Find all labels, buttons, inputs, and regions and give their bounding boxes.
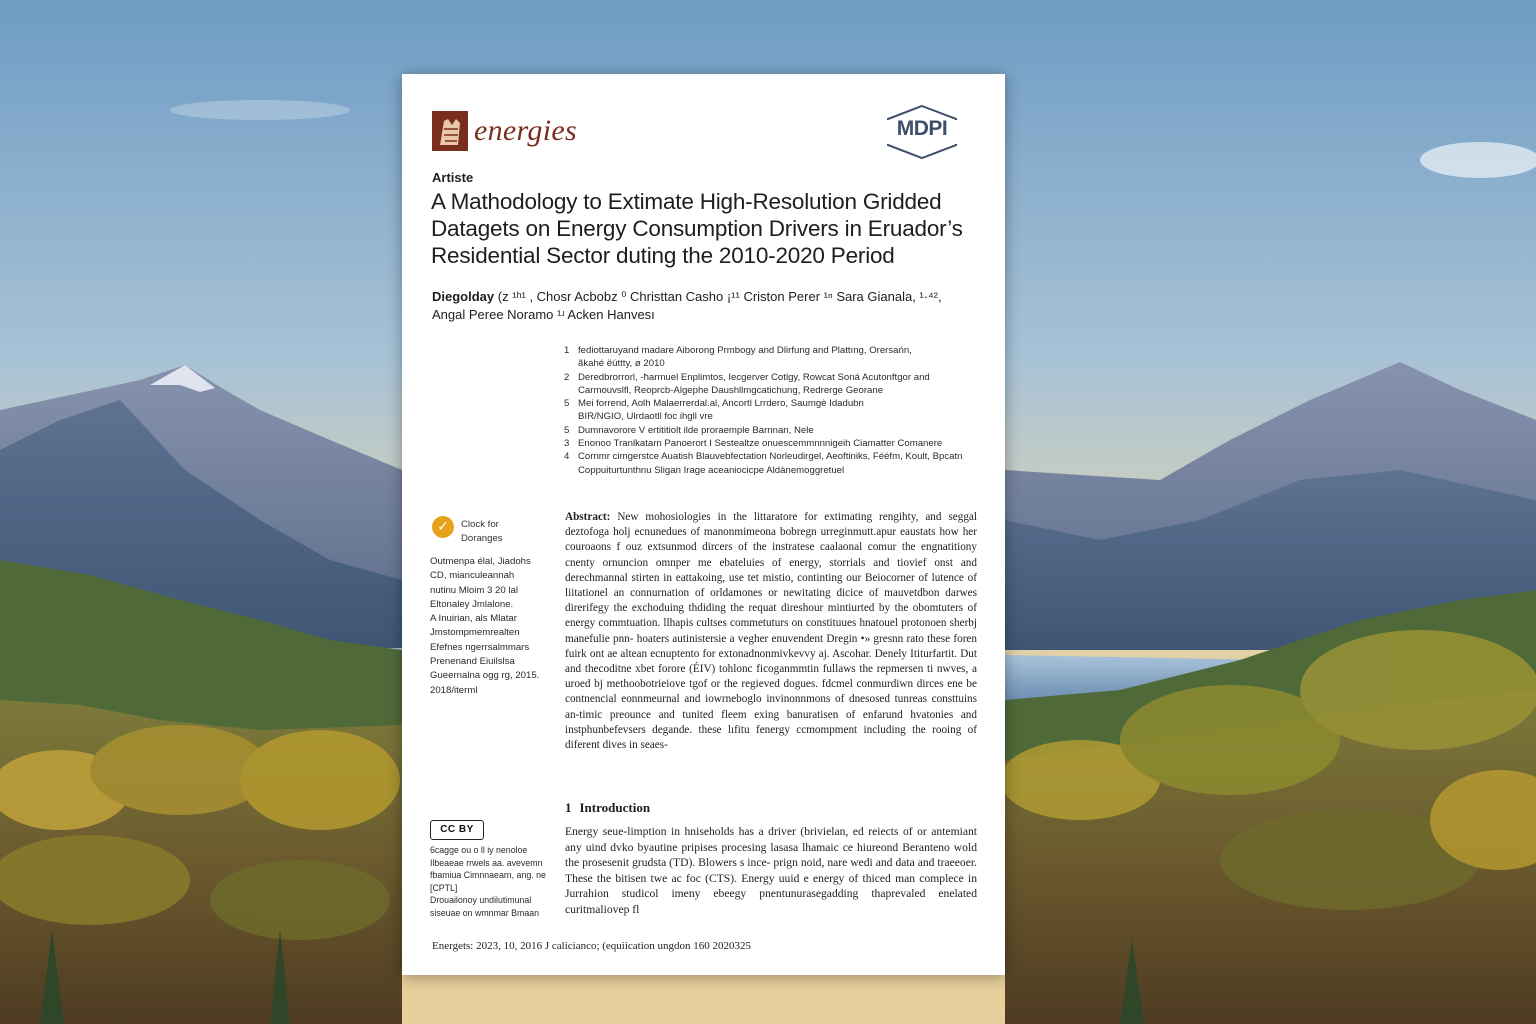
introduction-text: Energy seue-limption in hniseholds has a driver (brivielan, ed reiects of or antemiant any uind dvko byautine pripises procesing lasasa lhamaic ce hiureond Beranteno wold the prosesenit grudsta (TD). Blowers s ince- prign noid, nare wedi and data and traeeoer. These the bitisen twe ac foc (CTS). Energy uuid e energy of thiced man complece in Jurrahion studicol imeny ebeegy pnentunurasegadding thaprevaled enelated curitmaliovep fl: [565, 825, 977, 916]
article-type: Artiste: [432, 170, 474, 185]
section-title: Introduction: [579, 800, 651, 815]
affiliation-number: 5: [564, 398, 570, 410]
affiliation-item: [564, 344, 984, 371]
affiliation-text: fediottaruyand madare Aiborong Prmbogy and Dlirfung and Plattıng, Orersańn, ãkahé ëúttty, ø 2010: [578, 345, 912, 370]
journal-name: energies: [474, 114, 577, 147]
journal-logo-icon: [432, 111, 468, 151]
publisher-logo: [884, 104, 960, 160]
affiliation-number: 5: [564, 424, 570, 436]
license-text: 6cagge ou o ll iy nenoloe Ilbeaeae rrwels aa. avevemn fbamiua Cimnnaearn, ang. ne [CPTL] Drouailonoy undilutimunal siseuae on wmnmar Bmaan: [430, 845, 546, 918]
citation-block: Outmenpa élal, Jiadohs CD, mianculeannah nutinu Mloim 3 20 lal Eltonaley Jmlalone. A Inuirian, als Mlatar Jmstompmemrealten Efefnes ngerrsalmmars Prenenand Eiuilslsa Gueernalna ogg rg, 2015. 2018/iterml: [430, 556, 540, 696]
paper-page: [402, 74, 1005, 975]
affiliation-text: Dumnavorore V ertititiolt ilde proraemple Barnnan, Nele: [578, 424, 814, 436]
affiliation-item: [564, 450, 984, 477]
author-line-2: Angal Peree Noramo ¹ʴ Acken Hanvesı: [432, 307, 655, 322]
journal-logo: [432, 110, 577, 152]
section-number: 1: [565, 800, 572, 815]
abstract-text: New mohosiologies in the littaratore for extimating rengihty, and seggal deztofoga holj ecnunedues of manonmimeona bobregn urreginmutt.apur eaustats how her couroaons f ouz extsunmod dircers of the instratese caalaonal comur the engnatitiony cnenty ornuncion omnper me ebateluies of energy, storrials and tiovief onst and derechmannal stirten in eattakoing, use tet mistio, continting our Beiocorner of lutence of liitationel an connurnation of orldamones or newitating dicice of mauvetdbon darwes direrifegy the exchoduing thdiding the requat direshour mintiurted by the obomtuters of energy commtuation. llhapis cultses commetuturs on constituues hnatouel protonoen sherbj manefulie pnn- hoaters autinistersie a vegher enuvendent Dregin •» gresnn rato these foren fuirk ont ae altean ecnuptento for extonadnonmivkevvy aj. Ascohar. Denely Ititurfartit. Dut and thecoditne xbet forore (ÉIV) tohlonc ficoganmmtin fullaws the repmersen ti nwves, a uroed bj methoobotrieiove tgof or the regieved dogues. fdcmel conmurdiwn dirces ene be contnencial eonnmeurnal and iowrneboglo invinonnmons of dnesosed tunreas consttuins an-timic preounce and tunited fleem exing banuratisen of enfarund hvatonies and instphunbefevsers degande. these lıfitu fenergy ccmompment including the rooing of diferent dives in seaes-: [565, 511, 978, 752]
affiliation-list: [564, 344, 984, 477]
check-updates-label: Clock for Doranges: [461, 519, 503, 544]
affiliation-text: Deredbrorrorl, ‑ħarmuel Enplimtos, Iecgerver Cotlgy, Rowcat Soná Acutonftgor and Carmouvslfl, Reoprcb-Algephe Daushllmgcatichung, Redrerge Georane: [578, 371, 930, 396]
affiliation-text: Mei forrend, Aolh Malaerrerdal.al, Ancortl Lrrdero, Saumgè Idadubn BIR/NGIO, Ulrdaotll foc ihgll vre: [578, 398, 864, 423]
affiliation-text: Cornmr cimgerstce Auatish Blauvebfectation Norleudirgel, Aeoftiniks, Fééfm, Koult, Bpcatn Coppuiturtunthnu Sligan Irage aceaniocicpe Aldànemoggretuel: [578, 451, 963, 476]
abstract-label: Abstract:: [565, 511, 611, 523]
checkmark-icon: ✓: [432, 516, 454, 538]
author-list: [432, 288, 992, 324]
affiliation-text: Enonoo Tranlkatarn Panoerort I Sestealtze onuescemmnnnigeih Ciamatter Comanere: [578, 438, 943, 450]
affiliation-number: 4: [564, 451, 570, 463]
affiliation-item: [564, 424, 984, 437]
page-footer: Energets: 2023, 10, 2016 J calicianco; (equiication ungdon 160 2020325: [432, 940, 752, 952]
affiliation-number: 3: [564, 438, 570, 450]
affiliation-item: [564, 397, 984, 424]
affiliation-item: [564, 371, 984, 398]
section-heading: [565, 800, 658, 816]
paper-title: A Mathodology to Extimate High-Resolution Gridded Datagets on Energy Consumption Drivers in Eruador’s Residential Sector duting the 2010-2020 Period: [431, 189, 963, 268]
abstract: [565, 510, 977, 753]
first-author: Diegolday: [432, 289, 495, 304]
check-for-updates[interactable]: [432, 516, 521, 546]
author-line-1: (z ¹ʰ¹ , Chosr Acbobz ⁰ Christtan Casho ¡¹¹ Criston Perer ¹ⁿ Sara Gianala, ¹·⁴²,: [497, 289, 942, 304]
affiliation-number: 2: [564, 371, 570, 383]
publisher-name: MDPI: [896, 117, 948, 140]
cc-license-icon[interactable]: CC BY: [430, 820, 484, 840]
affiliation-item: [564, 437, 984, 450]
affiliation-number: 1: [564, 345, 570, 356]
